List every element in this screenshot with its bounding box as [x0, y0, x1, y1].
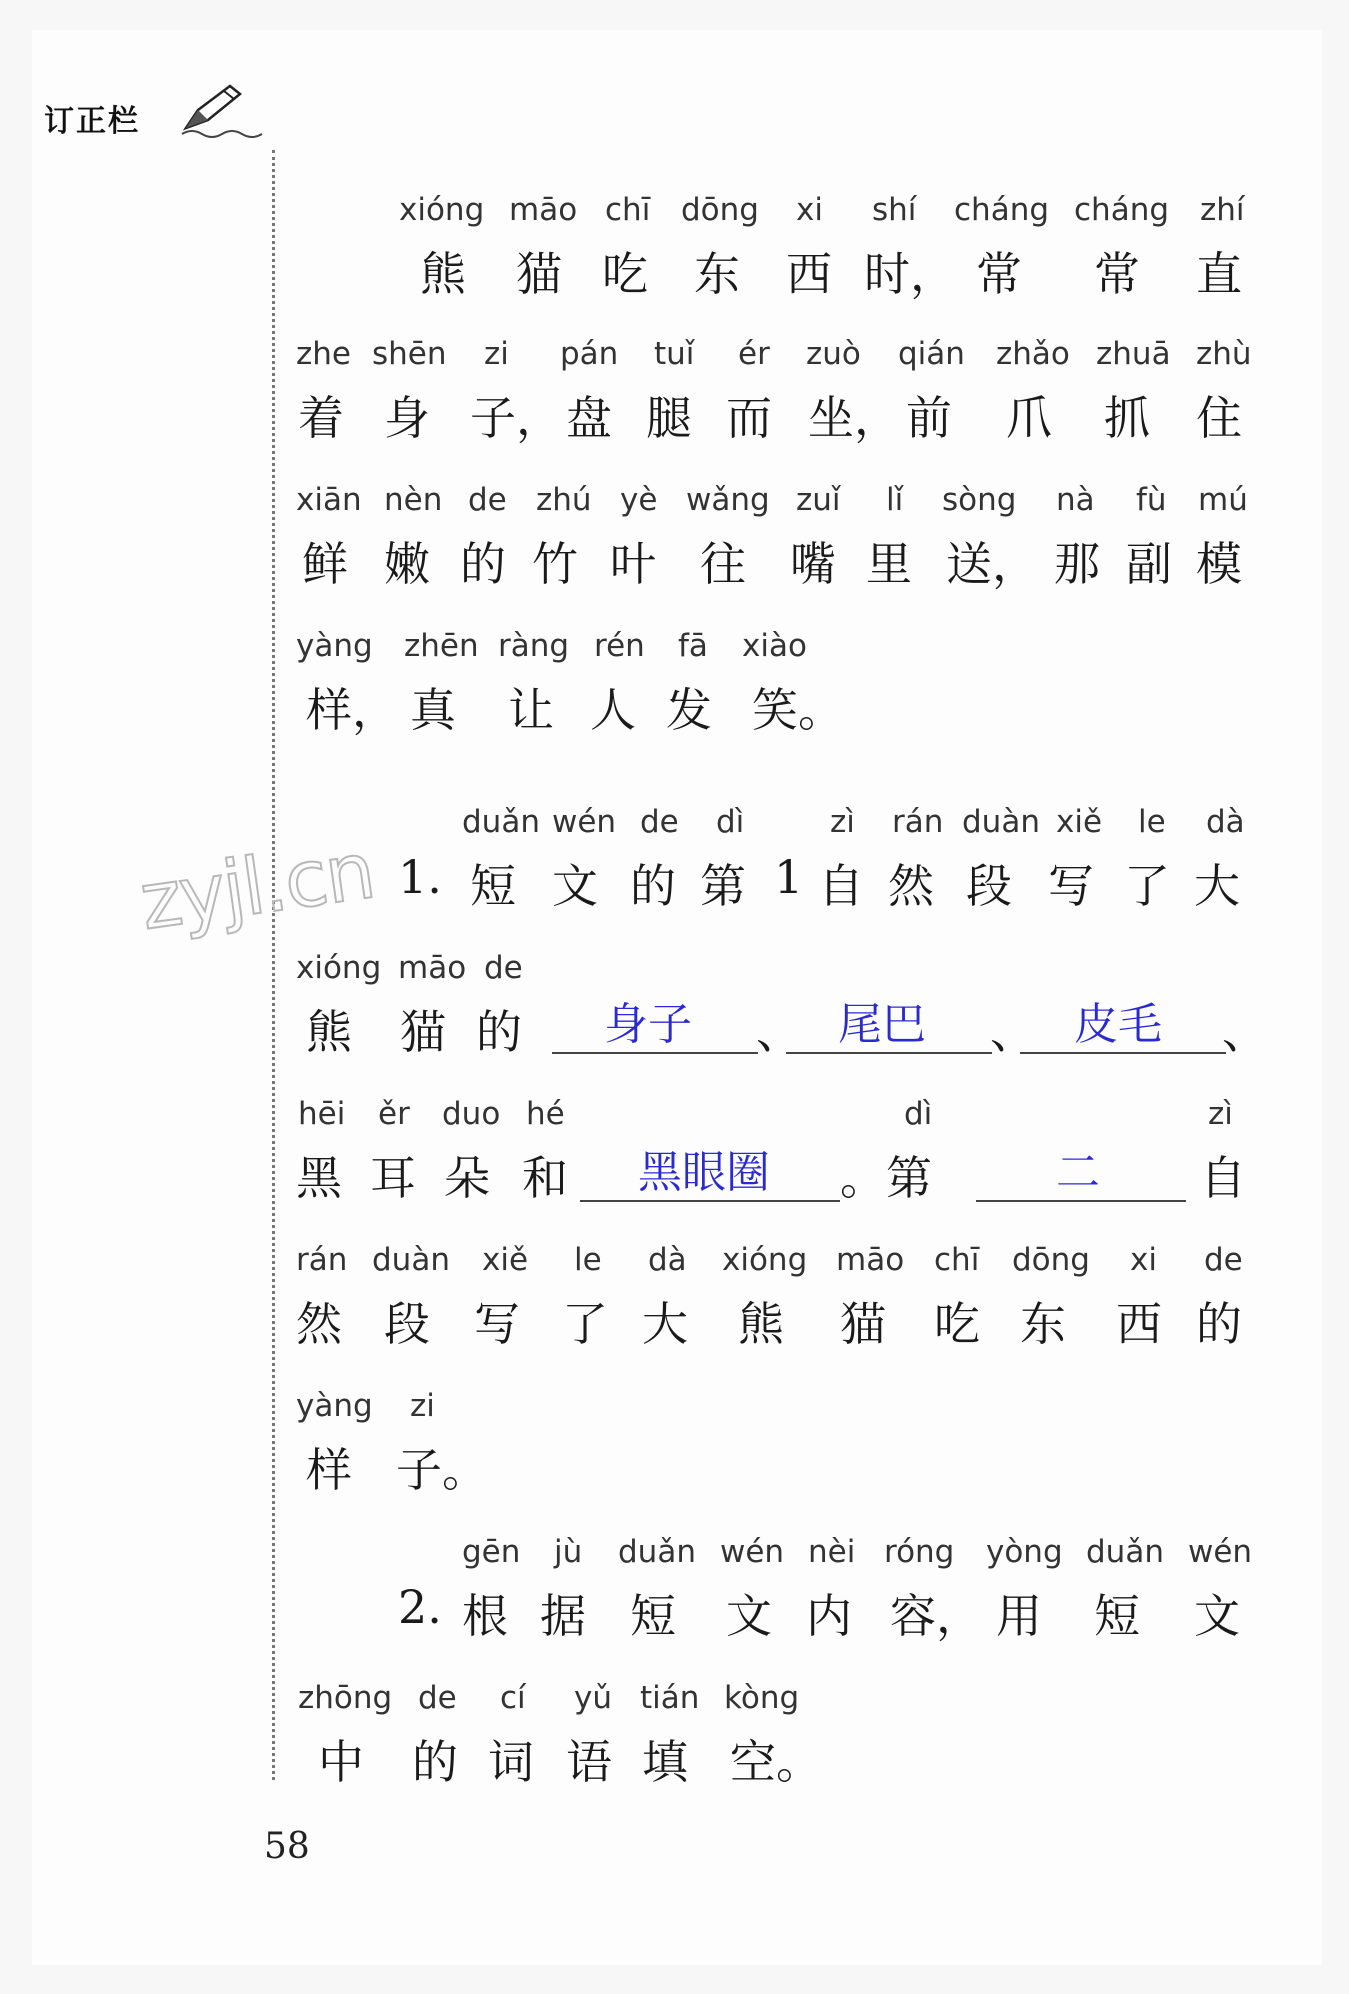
- hanzi: 常: [1094, 247, 1140, 301]
- hanzi: 段: [384, 1297, 430, 1351]
- separator: 、: [990, 1005, 1036, 1059]
- hanzi: 自: [818, 859, 864, 913]
- hanzi: 嘴: [790, 537, 836, 591]
- pinyin: tián: [640, 1680, 700, 1716]
- hanzi: 那: [1054, 537, 1100, 591]
- pinyin: duàn: [372, 1242, 450, 1278]
- pinyin: duo: [442, 1096, 501, 1132]
- pinyin: yàng: [296, 628, 373, 664]
- hanzi: 自: [1200, 1151, 1246, 1205]
- pinyin: zuǐ: [796, 482, 841, 518]
- hanzi: 黑: [296, 1151, 342, 1205]
- pinyin: yàng: [296, 1388, 373, 1424]
- hanzi: 西: [1116, 1297, 1162, 1351]
- hanzi: 着: [298, 391, 344, 445]
- pinyin: rán: [296, 1242, 348, 1278]
- answer-blank-1[interactable]: [552, 1052, 758, 1054]
- margin-label: 订正栏: [44, 104, 140, 139]
- pinyin: zhǎo: [996, 336, 1070, 372]
- hanzi: 容，: [890, 1589, 982, 1643]
- hanzi: 爪: [1006, 391, 1052, 445]
- answer-text-5: 二: [1056, 1147, 1100, 1198]
- pinyin: māo: [509, 192, 578, 228]
- hanzi: 盘: [566, 391, 612, 445]
- hanzi: 然: [888, 859, 934, 913]
- hanzi: 发: [666, 683, 712, 737]
- pinyin: dì: [716, 804, 745, 840]
- pinyin: dà: [648, 1242, 687, 1278]
- pinyin: tuǐ: [654, 336, 695, 372]
- pinyin: zhe: [296, 336, 351, 372]
- hanzi: 短: [1094, 1589, 1140, 1643]
- hanzi: 熊: [420, 247, 466, 301]
- pinyin: hēi: [298, 1096, 346, 1132]
- pinyin: le: [1138, 804, 1166, 840]
- hanzi: 词: [488, 1735, 534, 1789]
- pinyin: de: [418, 1680, 457, 1716]
- pinyin: zi: [484, 336, 509, 372]
- hanzi: 猫: [516, 247, 562, 301]
- pinyin: chī: [605, 192, 651, 228]
- hanzi: 的: [476, 1005, 522, 1059]
- hanzi: 吃: [934, 1297, 980, 1351]
- pinyin: ràng: [498, 628, 570, 664]
- hanzi: 常: [976, 247, 1022, 301]
- answer-text-4: 黑眼圈: [638, 1147, 770, 1198]
- pinyin: de: [640, 804, 679, 840]
- hanzi: 根: [462, 1589, 508, 1643]
- hanzi: 腿: [646, 391, 692, 445]
- pinyin: wǎng: [686, 482, 770, 518]
- pinyin: chī: [934, 1242, 980, 1278]
- hanzi: 文: [552, 859, 598, 913]
- hanzi: 文: [726, 1589, 772, 1643]
- pinyin: ér: [738, 336, 770, 372]
- hanzi: 了: [1124, 859, 1170, 913]
- hanzi: 前: [906, 391, 952, 445]
- hanzi: 身: [384, 391, 430, 445]
- hanzi: 1: [774, 850, 804, 904]
- hanzi: 和: [522, 1151, 568, 1205]
- pinyin: zhú: [536, 482, 592, 518]
- hanzi: 短: [630, 1589, 676, 1643]
- pinyin: yǔ: [574, 1680, 612, 1716]
- pinyin: māo: [836, 1242, 905, 1278]
- pinyin: ěr: [378, 1096, 410, 1132]
- pinyin: dōng: [1012, 1242, 1090, 1278]
- hanzi: 中: [318, 1735, 364, 1789]
- pinyin: de: [468, 482, 507, 518]
- pinyin: cháng: [1074, 192, 1170, 228]
- hanzi: 鲜: [302, 537, 348, 591]
- hanzi: 内: [806, 1589, 852, 1643]
- hanzi: 耳: [370, 1151, 416, 1205]
- hanzi: 猫: [400, 1005, 446, 1059]
- pinyin: cháng: [954, 192, 1050, 228]
- hanzi: 写: [1048, 859, 1094, 913]
- hanzi: 叶: [610, 537, 656, 591]
- pinyin: duǎn: [462, 804, 540, 840]
- hanzi: 竹: [532, 537, 578, 591]
- pinyin: fā: [678, 628, 708, 664]
- hanzi: 东: [694, 247, 740, 301]
- pinyin: zì: [1208, 1096, 1233, 1132]
- hanzi: 副: [1126, 537, 1172, 591]
- hanzi: 坐，: [808, 391, 900, 445]
- hanzi: 的: [630, 859, 676, 913]
- pinyin: xióng: [399, 192, 485, 228]
- pinyin: qián: [898, 336, 965, 372]
- pinyin: de: [484, 950, 523, 986]
- hanzi: 让: [508, 683, 554, 737]
- pinyin: róng: [884, 1534, 955, 1570]
- pinyin: rén: [594, 628, 645, 664]
- pinyin: yòng: [986, 1534, 1063, 1570]
- answer-blank-5[interactable]: [976, 1200, 1186, 1202]
- pinyin: nèi: [808, 1534, 856, 1570]
- hanzi: 人: [590, 683, 636, 737]
- hanzi: 。第: [840, 1151, 932, 1205]
- hanzi: 样: [306, 1443, 352, 1497]
- hanzi: 猫: [840, 1297, 886, 1351]
- pinyin: xiě: [1056, 804, 1103, 840]
- answer-text-3: 皮毛: [1074, 999, 1162, 1050]
- hanzi: 东: [1020, 1297, 1066, 1351]
- pinyin: duǎn: [618, 1534, 696, 1570]
- pinyin: nèn: [384, 482, 443, 518]
- hanzi: 大: [1194, 859, 1240, 913]
- pinyin: wén: [1188, 1534, 1253, 1570]
- separator: 、: [1222, 1005, 1268, 1059]
- pinyin: shēn: [372, 336, 447, 372]
- answer-blank-2[interactable]: [786, 1052, 992, 1054]
- answer-blank-4[interactable]: [580, 1200, 840, 1202]
- pinyin: le: [574, 1242, 602, 1278]
- hanzi: 往: [700, 537, 746, 591]
- hanzi: 写: [474, 1297, 520, 1351]
- pinyin: zhí: [1200, 192, 1245, 228]
- hanzi: 嫩: [384, 537, 430, 591]
- hanzi: 里: [866, 537, 912, 591]
- pinyin: fù: [1136, 482, 1167, 518]
- hanzi: 第: [700, 859, 746, 913]
- pinyin: rán: [892, 804, 944, 840]
- pinyin: de: [1204, 1242, 1243, 1278]
- pinyin: zhōng: [298, 1680, 393, 1716]
- hanzi: 抓: [1104, 391, 1150, 445]
- hanzi: 时，: [864, 247, 956, 301]
- pinyin: xiān: [296, 482, 362, 518]
- pinyin: duǎn: [1086, 1534, 1164, 1570]
- question-number: 1.: [398, 850, 442, 904]
- pinyin: yè: [620, 482, 658, 518]
- hanzi: 填: [642, 1735, 688, 1789]
- pinyin: wén: [552, 804, 617, 840]
- hanzi: 西: [786, 247, 832, 301]
- pinyin: zhuā: [1096, 336, 1171, 372]
- pinyin: jù: [554, 1534, 583, 1570]
- hanzi: 的: [412, 1735, 458, 1789]
- hanzi: 据: [540, 1589, 586, 1643]
- answer-text-1: 身子: [604, 999, 692, 1050]
- page-number: 58: [264, 1826, 310, 1867]
- pinyin: xiě: [482, 1242, 529, 1278]
- pinyin: zì: [830, 804, 855, 840]
- pinyin: zuò: [806, 336, 861, 372]
- hanzi: 段: [966, 859, 1012, 913]
- hanzi: 用: [996, 1589, 1042, 1643]
- hanzi: 朵: [444, 1151, 490, 1205]
- pinyin: gēn: [462, 1534, 521, 1570]
- pinyin: cí: [500, 1680, 526, 1716]
- hanzi: 短: [470, 859, 516, 913]
- pinyin: dōng: [681, 192, 759, 228]
- pinyin: shí: [872, 192, 917, 228]
- hanzi: 住: [1196, 391, 1242, 445]
- pinyin: xióng: [722, 1242, 808, 1278]
- hanzi: 了: [562, 1297, 608, 1351]
- question-number: 2.: [398, 1580, 442, 1634]
- pinyin: dà: [1206, 804, 1245, 840]
- hanzi: 子。: [396, 1443, 488, 1497]
- pinyin: hé: [526, 1096, 565, 1132]
- pinyin: mú: [1198, 482, 1248, 518]
- answer-blank-3[interactable]: [1020, 1052, 1226, 1054]
- hanzi: 笑。: [752, 683, 844, 737]
- pinyin: xi: [796, 192, 823, 228]
- pinyin: xióng: [296, 950, 382, 986]
- hanzi: 吃: [602, 247, 648, 301]
- pinyin: māo: [398, 950, 467, 986]
- pinyin: lǐ: [886, 482, 904, 518]
- hanzi: 空。: [730, 1735, 822, 1789]
- hanzi: 真: [410, 683, 456, 737]
- hanzi: 样，: [306, 683, 398, 737]
- hanzi: 然: [296, 1297, 342, 1351]
- hanzi: 子，: [470, 391, 562, 445]
- watermark: zyjl.cn: [134, 826, 379, 948]
- pinyin: dì: [904, 1096, 933, 1132]
- hanzi: 送，: [946, 537, 1038, 591]
- pinyin: xiào: [742, 628, 807, 664]
- pinyin: duàn: [962, 804, 1040, 840]
- answer-text-2: 尾巴: [838, 999, 926, 1050]
- separator: 、: [756, 1005, 802, 1059]
- pinyin: wén: [720, 1534, 785, 1570]
- hanzi: 的: [1196, 1297, 1242, 1351]
- pinyin: zhēn: [404, 628, 479, 664]
- pinyin: zhù: [1196, 336, 1252, 372]
- hanzi: 模: [1196, 537, 1242, 591]
- pencil-icon: [178, 80, 268, 140]
- hanzi: 而: [726, 391, 772, 445]
- hanzi: 熊: [738, 1297, 784, 1351]
- pinyin: kòng: [724, 1680, 800, 1716]
- pinyin: zi: [410, 1388, 435, 1424]
- pinyin: pán: [560, 336, 619, 372]
- pinyin: sòng: [942, 482, 1017, 518]
- margin-divider: [272, 150, 275, 1780]
- hanzi: 语: [566, 1735, 612, 1789]
- pinyin: xi: [1130, 1242, 1157, 1278]
- hanzi: 文: [1194, 1589, 1240, 1643]
- hanzi: 大: [642, 1297, 688, 1351]
- hanzi: 直: [1196, 247, 1242, 301]
- pinyin: nà: [1056, 482, 1095, 518]
- hanzi: 的: [460, 537, 506, 591]
- hanzi: 熊: [306, 1005, 352, 1059]
